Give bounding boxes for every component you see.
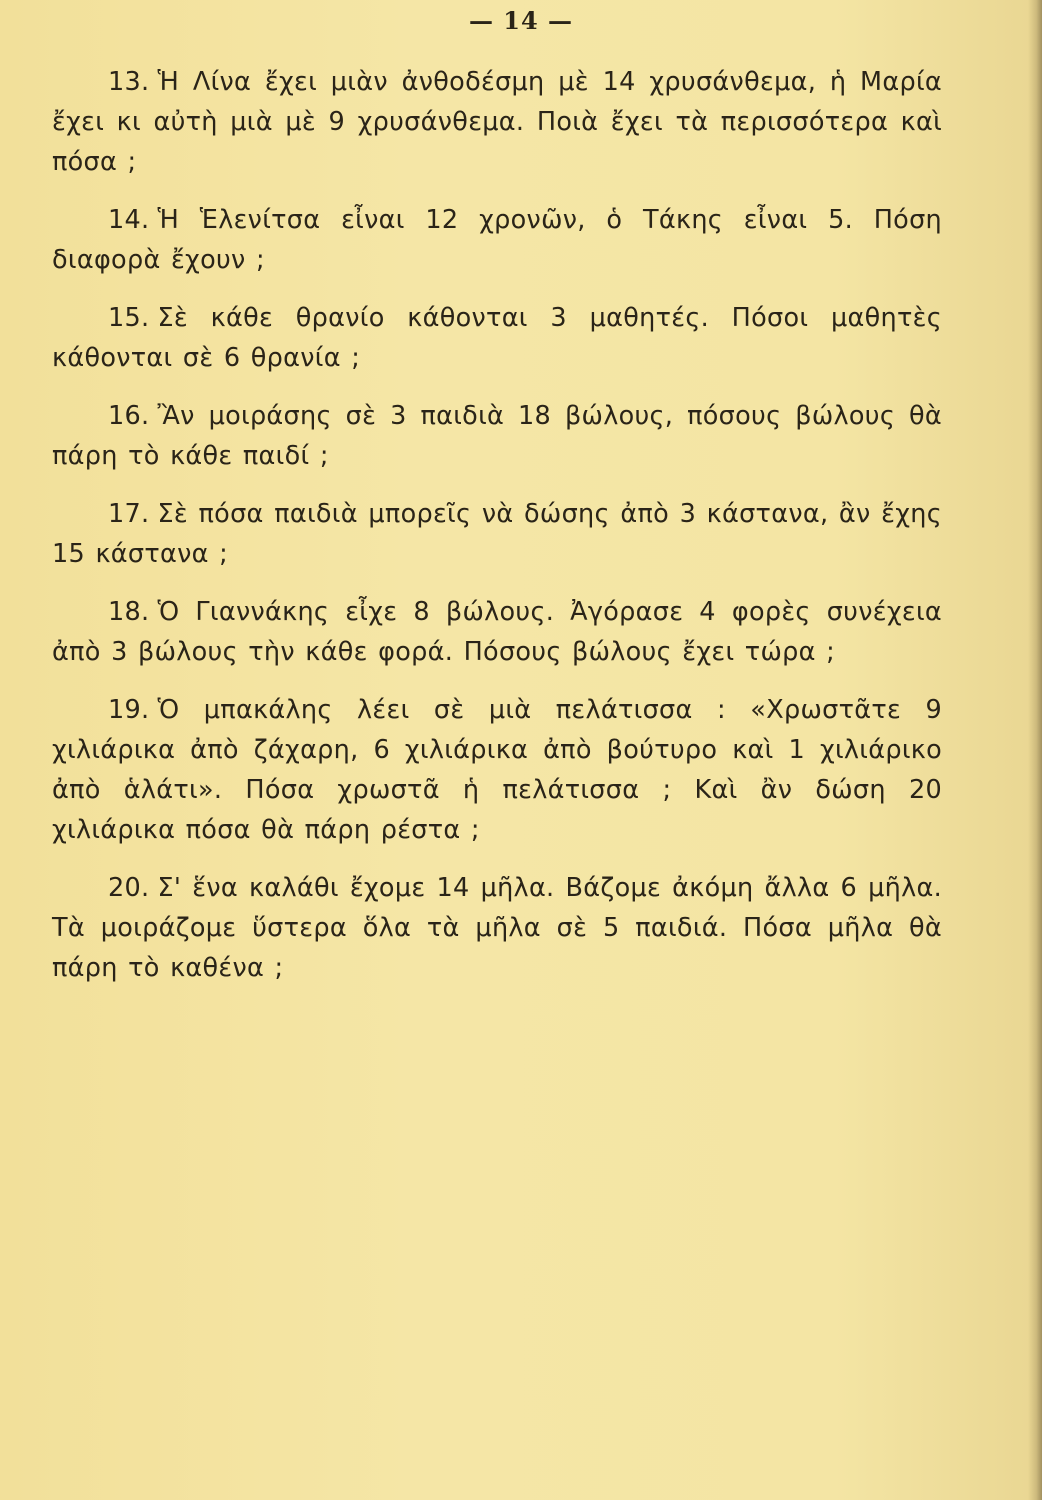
problem-number: 18. xyxy=(108,597,150,627)
problem-text: Σ' ἕνα καλάθι ἔχομε 14 μῆλα. Βάζομε ἀκόμη ἄλλα 6 μῆλα. Τὰ μοιράζομε ὕστερα ὅλα τὰ μῆλα σὲ 5 παιδιά. Πόσα μῆλα θὰ πάρη τὸ καθένα ; xyxy=(52,873,942,983)
problem-number: 19. xyxy=(108,695,150,725)
page-edge-shadow xyxy=(1028,0,1042,1500)
problem-18 xyxy=(52,592,942,672)
problem-number: 13. xyxy=(108,67,150,97)
problem-20 xyxy=(52,868,942,988)
problem-text: Ὁ μπακάλης λέει σὲ μιὰ πελάτισσα : «Χρωστᾶτε 9 χιλιάρικα ἀπὸ ζάχαρη, 6 χιλιάρικα ἀπὸ βούτυρο καὶ 1 χιλιάρικο ἀπὸ ἁλάτι». Πόσα χρωστᾶ ἡ πελάτισσα ; Καὶ ἂν δώση 20 χιλιάρικα πόσα θὰ πάρη ρέστα ; xyxy=(52,695,942,845)
problem-17 xyxy=(52,494,942,574)
problem-list xyxy=(52,62,942,1006)
problem-14 xyxy=(52,200,942,280)
problem-number: 15. xyxy=(108,303,150,333)
problem-number: 20. xyxy=(108,873,150,903)
problem-19 xyxy=(52,690,942,850)
problem-number: 16. xyxy=(108,401,150,431)
problem-number: 17. xyxy=(108,499,150,529)
page-number: — 14 — xyxy=(468,6,574,35)
problem-text: Ἂν μοιράσης σὲ 3 παιδιὰ 18 βώλους, πόσους βώλους θὰ πάρη τὸ κάθε παιδί ; xyxy=(52,401,942,471)
problem-text: Σὲ πόσα παιδιὰ μπορεῖς νὰ δώσης ἀπὸ 3 κάστανα, ἂν ἔχης 15 κάστανα ; xyxy=(52,499,942,569)
problem-text: Σὲ κάθε θρανίο κάθονται 3 μαθητές. Πόσοι μαθητὲς κάθονται σὲ 6 θρανία ; xyxy=(52,303,942,373)
problem-13 xyxy=(52,62,942,182)
problem-text: Ἡ Λίνα ἔχει μιὰν ἀνθοδέσμη μὲ 14 χρυσάνθεμα, ἡ Μαρία ἔχει κι αὐτὴ μιὰ μὲ 9 χρυσάνθεμα. Ποιὰ ἔχει τὰ περισσότερα καὶ πόσα ; xyxy=(52,67,942,177)
problem-text: Ὁ Γιαννάκης εἶχε 8 βώλους. Ἀγόρασε 4 φορὲς συνέχεια ἀπὸ 3 βώλους τὴν κάθε φορά. Πόσους βώλους ἔχει τώρα ; xyxy=(52,597,942,667)
problem-number: 14. xyxy=(108,205,150,235)
problem-text: Ἡ Ἑλενίτσα εἶναι 12 χρονῶν, ὁ Τάκης εἶναι 5. Πόση διαφορὰ ἔχουν ; xyxy=(52,205,942,275)
problem-15 xyxy=(52,298,942,378)
problem-16 xyxy=(52,396,942,476)
